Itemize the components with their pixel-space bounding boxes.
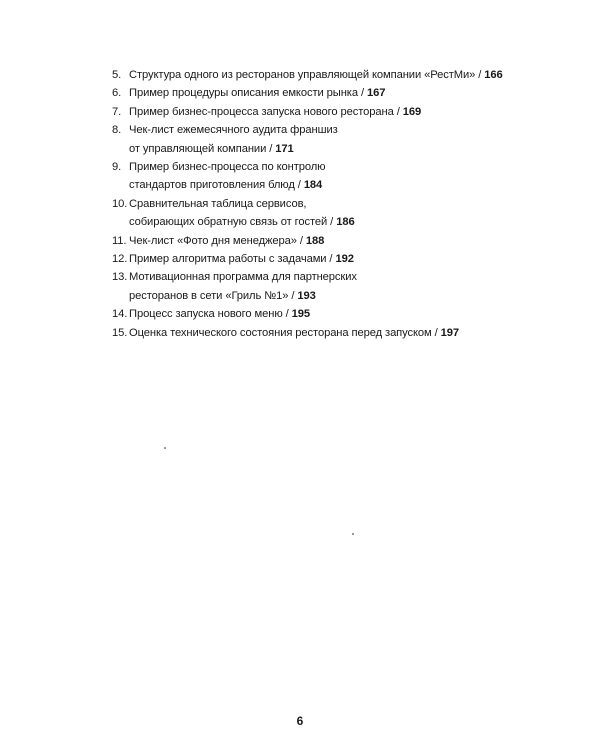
- toc-entry: [112, 103, 582, 121]
- toc-entry: [112, 232, 582, 250]
- toc-entry-page: 197: [440, 326, 460, 339]
- toc-entry-number: 14.: [112, 308, 128, 321]
- toc-entry-title: Чек-лист ежемесячного аудита франшиз: [129, 124, 338, 137]
- toc-entry: [112, 268, 582, 305]
- toc-entry-title: от управляющей компании /: [129, 142, 276, 155]
- toc-entry-text: [129, 66, 582, 84]
- toc-entry-line: [129, 84, 582, 102]
- toc-entry-text: [129, 305, 582, 323]
- toc-entry-text: [129, 121, 582, 158]
- toc-entry-line: [129, 195, 582, 213]
- toc-entry-number: 13.: [112, 271, 128, 284]
- toc-entry-title: Сравнительная таблица сервисов,: [129, 197, 307, 210]
- toc-entry: [112, 195, 582, 232]
- toc-entry-text: [129, 232, 582, 250]
- toc-entry-text: [129, 158, 582, 195]
- toc-entry-page: 169: [402, 105, 422, 118]
- toc-entry: [112, 324, 582, 342]
- toc-entry-number: 11.: [112, 234, 127, 247]
- toc-entry: [112, 84, 582, 102]
- toc-entry-text: [129, 103, 582, 121]
- toc-entry-page: 193: [297, 289, 316, 302]
- toc-entry-title: собирающих обратную связь от гостей /: [129, 216, 337, 229]
- toc-entry-line: [129, 103, 582, 121]
- toc-entry-title: Чек-лист «Фото дня менеджера» /: [129, 234, 306, 247]
- toc-entry-page: 192: [335, 253, 354, 266]
- toc-entry-number: 8.: [112, 124, 122, 137]
- toc-entry-number: 15.: [112, 326, 128, 339]
- toc-entry-page: 167: [366, 87, 386, 100]
- toc-entry-line: [129, 158, 582, 176]
- toc-entry-text: [129, 195, 582, 232]
- toc-entry-title: Структура одного из ресторанов управляющей компании «РестМи» /: [129, 69, 485, 81]
- toc-entry-title: Пример бизнес-процесса по контролю: [129, 161, 326, 174]
- toc-entry-page: 184: [303, 179, 323, 192]
- toc-entry-line: [129, 305, 582, 323]
- toc-entry-line: [129, 140, 582, 158]
- toc-entry: [112, 66, 582, 84]
- table-of-contents: [112, 66, 582, 342]
- print-speck: [352, 533, 354, 535]
- toc-entry-title: Мотивационная программа для партнерских: [129, 271, 357, 284]
- toc-entry-number: 12.: [112, 253, 128, 266]
- toc-entry-line: [129, 66, 582, 84]
- toc-entry-page: 186: [336, 216, 355, 229]
- toc-entry-number: 6.: [112, 87, 122, 100]
- toc-entry: [112, 158, 582, 195]
- toc-entry-text: [129, 324, 582, 342]
- toc-entry-line: [129, 324, 582, 342]
- toc-entry-title: Процесс запуска нового меню /: [129, 308, 292, 321]
- toc-entry-line: [129, 213, 582, 231]
- toc-entry-line: [129, 250, 582, 268]
- print-speck: [164, 447, 166, 449]
- toc-entry-page: 166: [484, 69, 503, 81]
- toc-entry-text: [129, 84, 582, 102]
- toc-entry-title: ресторанов в сети «Гриль №1» /: [129, 289, 298, 302]
- toc-entry-title: Оценка технического состояния ресторана перед запуском /: [129, 326, 441, 339]
- toc-entry-line: [129, 121, 582, 139]
- toc-entry-title: Пример алгоритма работы с задачами /: [129, 253, 336, 266]
- toc-entry-number: 5.: [112, 69, 122, 81]
- toc-entry-page: 188: [305, 234, 325, 247]
- toc-entry-page: 195: [291, 308, 311, 321]
- toc-entry-line: [129, 268, 582, 286]
- toc-entry-line: [129, 287, 582, 305]
- toc-entry-title: Пример бизнес-процесса запуска нового ресторана /: [129, 105, 403, 118]
- toc-entry: [112, 121, 582, 158]
- page-number: 6: [296, 714, 304, 728]
- toc-entry-page: 171: [275, 142, 294, 155]
- toc-entry-text: [129, 250, 582, 268]
- toc-entry-text: [129, 268, 582, 305]
- toc-entry-title: стандартов приготовления блюд /: [129, 179, 304, 192]
- toc-entry-number: 10.: [112, 197, 128, 210]
- toc-entry-title: Пример процедуры описания емкости рынка /: [129, 87, 367, 100]
- toc-entry-line: [129, 176, 582, 194]
- toc-entry-line: [129, 232, 582, 250]
- toc-entry-number: 7.: [112, 105, 122, 118]
- toc-entry: [112, 305, 582, 323]
- toc-entry-number: 9.: [112, 161, 122, 174]
- toc-entry: [112, 250, 582, 268]
